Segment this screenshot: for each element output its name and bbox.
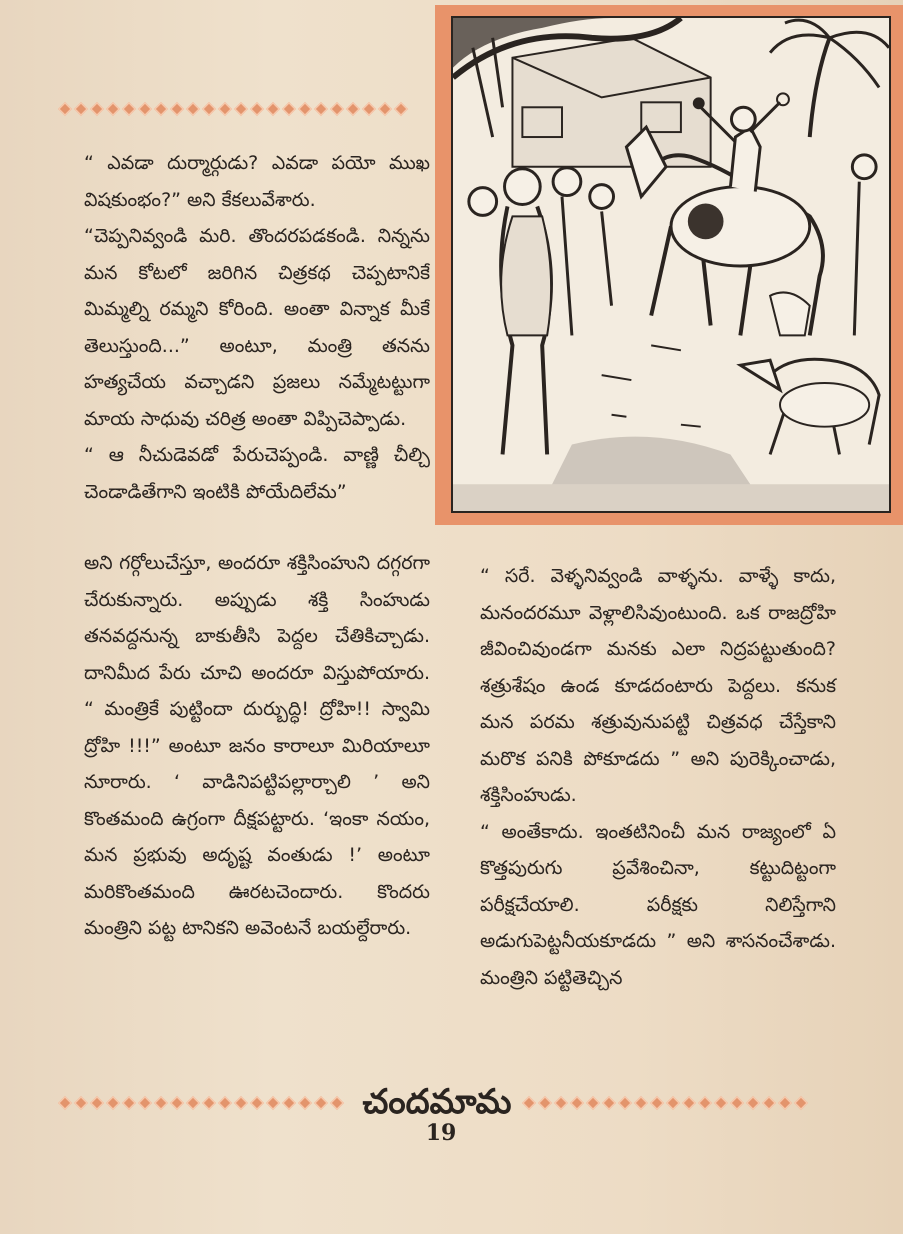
ornament-diamond-icon bbox=[650, 1096, 664, 1110]
ornament-diamond-icon bbox=[298, 1096, 312, 1110]
page-number: 19 bbox=[425, 1120, 457, 1146]
ornament-diamond-icon bbox=[778, 1096, 792, 1110]
paragraph: అని గర్గోలుచేస్తూ, అందరూ శక్తిసింహుని దగ్గరగా చేరుకున్నారు. అప్పుడు శక్తి సింహుడు తనవద్దనున్న బాకుతీసి పెద్దల చేతికిచ్చాడు. దానిమీద పేరు చూచి అందరూ విస్తుపోయారు. “ మంత్రికే పుట్టిందా దుర్బుద్ధి! ద్రోహి!! స్వామి ద్రోహి !!!” అంటూ జనం కారాలూ మిరియాలూ నూరారు. ‘ వాడినిపట్టిపల్లార్చాలి ’ అని కొంతమంది ఉగ్రంగా దీక్షపట్టారు. ‘ఇంకా నయం, మన ప్రభువు అదృష్ట వంతుడు !’ అంటూ మరికొంతమంది ఊరటచెందారు. కొందరు మంత్రిని పట్ట టానికని అవెంటనే బయల్దేరారు. bbox=[84, 552, 430, 939]
ornament-diamond-icon bbox=[106, 1096, 120, 1110]
ornament-diamond-icon bbox=[282, 1096, 296, 1110]
ornament-diamond-icon bbox=[74, 102, 88, 116]
story-illustration bbox=[435, 5, 903, 525]
ornament-diamond-icon bbox=[682, 1096, 696, 1110]
ornament-diamond-icon bbox=[314, 1096, 328, 1110]
ornament-diamond-icon bbox=[714, 1096, 728, 1110]
ornament-diamond-icon bbox=[170, 1096, 184, 1110]
ornament-diamond-icon bbox=[138, 102, 152, 116]
ornament-diamond-icon bbox=[378, 102, 392, 116]
ornament-diamond-icon bbox=[122, 102, 136, 116]
ornament-diamond-icon bbox=[698, 1096, 712, 1110]
ornament-diamond-icon bbox=[314, 102, 328, 116]
ornament-diamond-icon bbox=[234, 1096, 248, 1110]
ornament-diamond-icon bbox=[362, 102, 376, 116]
ornament-diamond-icon bbox=[106, 102, 120, 116]
ornament-diamond-icon bbox=[730, 1096, 744, 1110]
ornament-diamond-icon bbox=[154, 1096, 168, 1110]
ornament-diamond-icon bbox=[666, 1096, 680, 1110]
ornament-diamond-icon bbox=[90, 1096, 104, 1110]
ornament-diamond-icon bbox=[122, 1096, 136, 1110]
ornament-diamond-icon bbox=[186, 102, 200, 116]
ornament-diamond-icon bbox=[298, 102, 312, 116]
illustration-frame bbox=[451, 16, 891, 513]
paragraph: “చెప్పనివ్వండి మరి. తొందరపడకండి. నిన్నను మన కోటలో జరిగిన చిత్రకథ చెప్పటానికే మిమ్మల్ని రమ్మని కోరింది. అంతా విన్నాక మీకే తెలుస్తుంది...” అంటూ, మంత్రి తనను హత్యచేయ వచ్చాడని ప్రజలు నమ్మేటట్టుగా మాయ సాధువు చరిత్ర అంతా విప్పిచెప్పాడు. bbox=[84, 225, 430, 430]
ornament-diamond-icon bbox=[58, 1096, 72, 1110]
ornament-diamond-icon bbox=[138, 1096, 152, 1110]
horse-rider-crowd-drawing bbox=[453, 18, 889, 511]
ornament-diamond-icon bbox=[538, 1096, 552, 1110]
ornament-diamond-icon bbox=[170, 102, 184, 116]
ornament-diamond-icon bbox=[90, 102, 104, 116]
ornament-diamond-icon bbox=[266, 102, 280, 116]
left-column-bottom bbox=[84, 545, 430, 947]
left-column-top bbox=[84, 145, 430, 510]
ornament-diamond-icon bbox=[282, 102, 296, 116]
ornament-diamond-icon bbox=[602, 1096, 616, 1110]
paragraph: “ అంతేకాదు. ఇంతటినించీ మన రాజ్యంలో ఏ కొత్తపురుగు ప్రవేశించినా, కట్టుదిట్టంగా పరీక్షచేయాలి. పరీక్షకు నిలిస్తేగాని అడుగుపెట్టనీయకూడదు ” అని శాసనంచేశాడు. మంత్రిని పట్టితెచ్చిన bbox=[480, 820, 836, 989]
ornament-diamond-icon bbox=[794, 1096, 808, 1110]
ornament-diamond-icon bbox=[554, 1096, 568, 1110]
paragraph: “ సరే. వెళ్ళనివ్వండి వాళ్ళను. వాళ్ళే కాదు, మనందరమూ వెళ్లాలిసివుంటుంది. ఒక రాజద్రోహి జీవించివుండగా మనకు ఎలా నిద్రపట్టుతుంది? శత్రుశేషం ఉండ కూడదంటారు పెద్దలు. కనుక మన పరమ శత్రువునుపట్టి చిత్రవధ చేస్తేకాని మరొక పనికి పోకూడదు ” అని పురెక్కించాడు, శక్తిసింహుడు. bbox=[480, 565, 836, 806]
decorative-border-footer-left bbox=[58, 1094, 346, 1112]
ornament-diamond-icon bbox=[218, 1096, 232, 1110]
ornament-diamond-icon bbox=[202, 102, 216, 116]
ornament-diamond-icon bbox=[266, 1096, 280, 1110]
ornament-diamond-icon bbox=[330, 102, 344, 116]
ornament-diamond-icon bbox=[634, 1096, 648, 1110]
ornament-diamond-icon bbox=[234, 102, 248, 116]
decorative-border-top bbox=[58, 100, 414, 118]
magazine-name: చందమామ bbox=[362, 1082, 512, 1122]
ornament-diamond-icon bbox=[762, 1096, 776, 1110]
ornament-diamond-icon bbox=[250, 102, 264, 116]
ornament-diamond-icon bbox=[186, 1096, 200, 1110]
ornament-diamond-icon bbox=[154, 102, 168, 116]
ornament-diamond-icon bbox=[202, 1096, 216, 1110]
ornament-diamond-icon bbox=[394, 102, 408, 116]
decorative-border-footer-right bbox=[522, 1094, 812, 1112]
paragraph: “ ఆ నీచుడెవడో పేరుచెప్పండి. వాణ్ణి చీల్చి చెండాడితేగాని ఇంటికి పోయేదిలేమ” bbox=[84, 444, 430, 503]
ornament-diamond-icon bbox=[746, 1096, 760, 1110]
ornament-diamond-icon bbox=[330, 1096, 344, 1110]
paragraph: “ ఎవడా దుర్మార్గుడు? ఎవడా పయో ముఖ విషకుంభం?” అని కేకలువేశారు. bbox=[84, 152, 430, 211]
ornament-diamond-icon bbox=[74, 1096, 88, 1110]
ornament-diamond-icon bbox=[58, 102, 72, 116]
ornament-diamond-icon bbox=[218, 102, 232, 116]
ornament-diamond-icon bbox=[586, 1096, 600, 1110]
ornament-diamond-icon bbox=[346, 102, 360, 116]
ornament-diamond-icon bbox=[618, 1096, 632, 1110]
right-column bbox=[480, 558, 836, 996]
ornament-diamond-icon bbox=[522, 1096, 536, 1110]
ornament-diamond-icon bbox=[250, 1096, 264, 1110]
ornament-diamond-icon bbox=[570, 1096, 584, 1110]
